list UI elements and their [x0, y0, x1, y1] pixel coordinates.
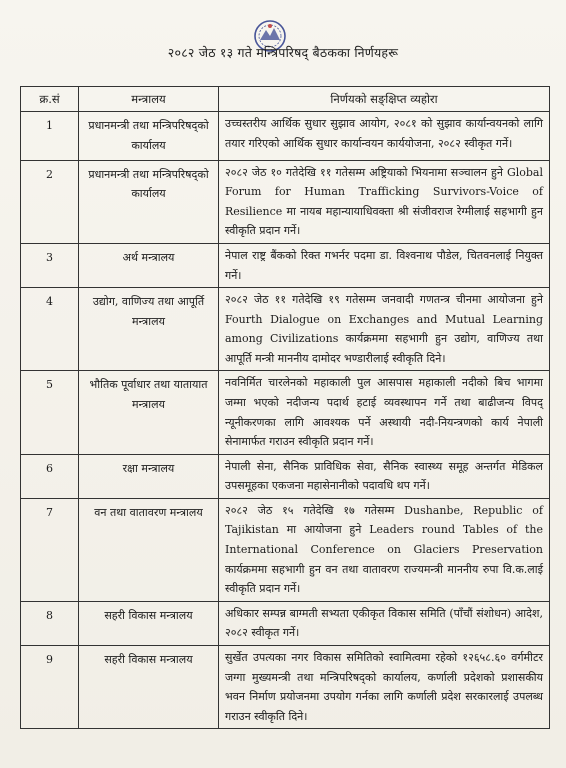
header-serial: क्र.सं: [21, 87, 79, 112]
row-decision: अधिकार सम्पन्न बाग्मती सभ्यता एकीकृत विकास समिति (पाँचौं संशोधन) आदेश, २०८२ स्वीकृत गर्ने।: [219, 601, 550, 645]
table-header-row: [21, 87, 550, 112]
row-decision: नेपाल राष्ट्र बैंकको रिक्त गभर्नर पदमा डा. विश्वनाथ पौडेल, चितवनलाई नियुक्त गर्ने।: [219, 243, 550, 287]
row-ministry: वन तथा वातावरण मन्त्रालय: [79, 498, 219, 601]
table-row: [21, 601, 550, 645]
row-decision: २०८२ जेठ ११ गतेदेखि १९ गतेसम्म जनवादी गणतन्त्र चीनमा आयोजना हुने Fourth Dialogue on Exchanges and Mutual Learning among Civilizations कार्यक्रममा सहभागी हुन उद्योग, वाणिज्य तथा आपूर्ति मन्त्री माननीय दामोदर भण्डारीलाई स्वीकृति दिने।: [219, 288, 550, 371]
table-row: [21, 498, 550, 601]
row-number: 5: [21, 371, 79, 454]
row-number: 8: [21, 601, 79, 645]
row-ministry: सहरी विकास मन्त्रालय: [79, 601, 219, 645]
row-ministry: प्रधानमन्त्री तथा मन्त्रिपरिषद्को कार्यालय: [79, 112, 219, 160]
table-row: [21, 112, 550, 160]
document-header: [0, 0, 566, 86]
row-ministry: प्रधानमन्त्री तथा मन्त्रिपरिषद्को कार्यालय: [79, 160, 219, 243]
table-row: [21, 645, 550, 728]
row-decision: २०८२ जेठ १० गतेदेखि ११ गतेसम्म अष्ट्रियाको भियनामा सञ्चालन हुने Global Forum for Human Trafficking Survivors-Voice of Resilience मा नायब महान्यायाधिवक्ता श्री संजीवराज रेग्मीलाई सहभागी हुन स्वीकृति प्रदान गर्ने।: [219, 160, 550, 243]
row-decision: नेपाली सेना, सैनिक प्राविधिक सेवा, सैनिक स्वास्थ्य समूह अन्तर्गत मेडिकल उपसमूहका एकजना महासेनानीको पदावधि थप गर्ने।: [219, 454, 550, 498]
decisions-table: [20, 86, 550, 729]
page-title: २०८२ जेठ १३ गते मन्त्रिपरिषद् बैठकका निर्णयहरू: [167, 45, 399, 60]
row-ministry: सहरी विकास मन्त्रालय: [79, 645, 219, 728]
row-number: 3: [21, 243, 79, 287]
table-row: [21, 454, 550, 498]
row-number: 9: [21, 645, 79, 728]
table-row: [21, 160, 550, 243]
header-decision: निर्णयको सङ्क्षिप्त व्यहोरा: [219, 87, 550, 112]
row-decision: २०८२ जेठ १५ गतेदेखि १७ गतेसम्म Dushanbe, Republic of Tajikistan मा आयोजना हुने Leaders round Tables of the International Conference on Glaciers Preservation कार्यक्रममा सहभागी हुन वन तथा वातावरण राज्यमन्त्री माननीय रुपा वि.क.लाई स्वीकृति प्रदान गर्ने।: [219, 498, 550, 601]
row-decision: उच्चस्तरीय आर्थिक सुधार सुझाव आयोग, २०८१ को सुझाव कार्यान्वयनको लागि तयार गरिएको आर्थिक सुधार कार्यान्वयन कार्ययोजना, २०८२ स्वीकृत गर्ने।: [219, 112, 550, 160]
row-number: 4: [21, 288, 79, 371]
row-number: 2: [21, 160, 79, 243]
table-row: [21, 288, 550, 371]
row-ministry: रक्षा मन्त्रालय: [79, 454, 219, 498]
header-ministry: मन्त्रालय: [79, 87, 219, 112]
table-row: [21, 243, 550, 287]
table-row: [21, 371, 550, 454]
row-ministry: अर्थ मन्त्रालय: [79, 243, 219, 287]
row-decision: नवनिर्मित चारलेनको महाकाली पुल आसपास महाकाली नदीको बिच भागमा जम्मा भएको नदीजन्य पदार्थ हटाई व्यवस्थापन गर्ने तथा बाढीजन्य विपद् न्यूनीकरणका लागि आवश्यक पर्ने अस्थायी नदी-नियन्त्रणको कार्य नेपाली सेनामार्फत गराउन स्वीकृति प्रदान गर्ने।: [219, 371, 550, 454]
row-number: 1: [21, 112, 79, 160]
row-ministry: भौतिक पूर्वाधार तथा यातायात मन्त्रालय: [79, 371, 219, 454]
row-decision: सुर्खेत उपत्यका नगर विकास समितिको स्वामित्वमा रहेको १२६५८.६० वर्गमीटर जग्गा मुख्यमन्त्री तथा मन्त्रिपरिषद्को कार्यालय, कर्णाली प्रदेशको प्रशासकीय भवन निर्माण प्रयोजनमा उपयोग गर्नका लागि कर्णाली प्रदेश सरकारलाई उपलब्ध गराउन स्वीकृति दिने।: [219, 645, 550, 728]
row-ministry: उद्योग, वाणिज्य तथा आपूर्ति मन्त्रालय: [79, 288, 219, 371]
row-number: 7: [21, 498, 79, 601]
row-number: 6: [21, 454, 79, 498]
